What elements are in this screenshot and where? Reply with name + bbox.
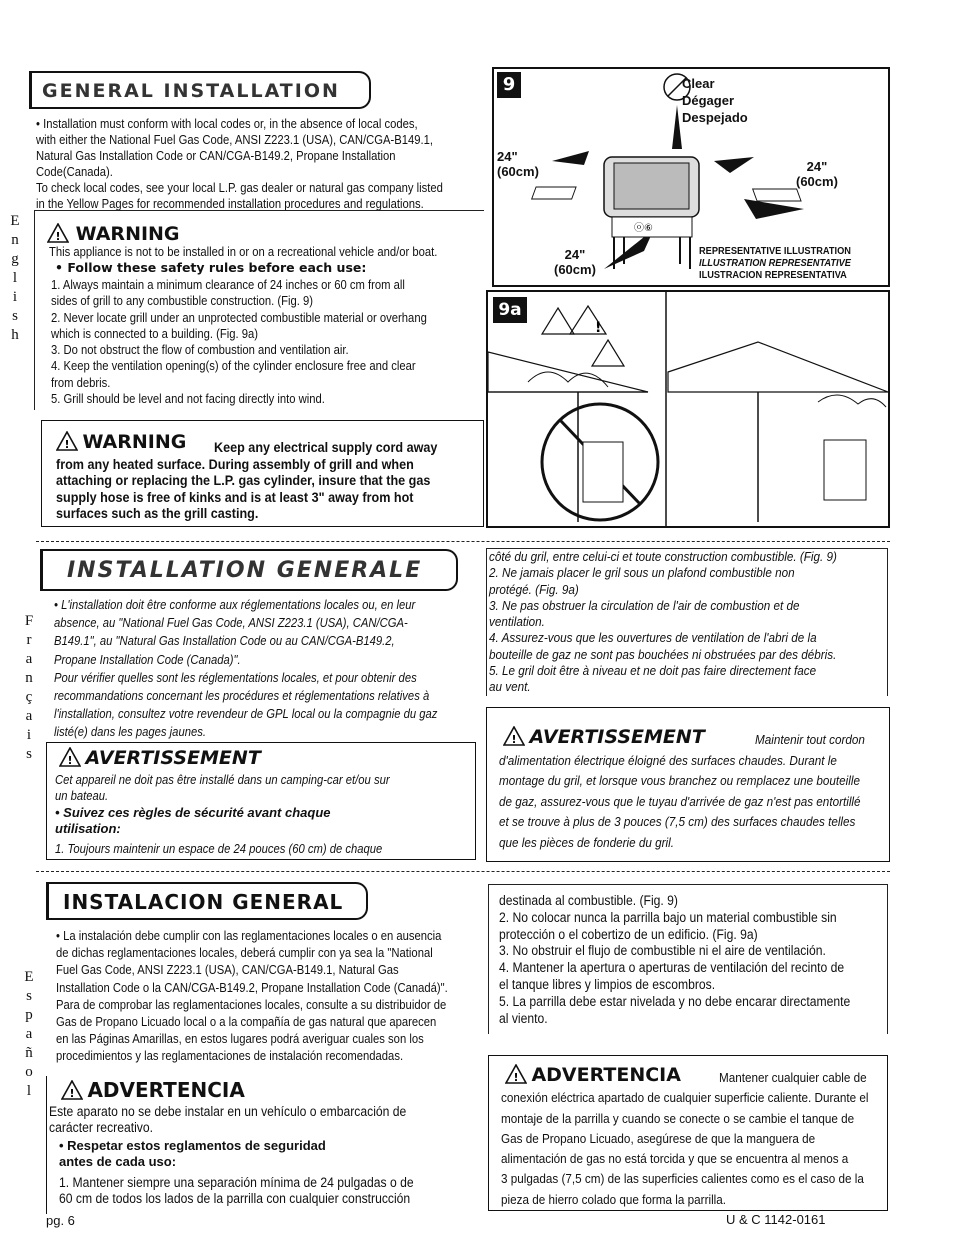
es-rule1-line: 1. Mantener siempre una separación mínima de 24 pulgadas o de (59, 1175, 414, 1190)
es-warning1-sub-line: • Respetar estos reglamentos de seguridad (59, 1138, 326, 1153)
fr-rule1: 1. Toujours maintenir un espace de 24 pouces (60 cm) de chaque (55, 842, 383, 856)
es-rule-line: protección o el cobertizo de un edificio. (Fig. 9a) (499, 926, 758, 942)
fr-intro-line: B149.1", au "Natural Gas Installation Code ou au CAN/CGA-B149.2, (54, 634, 395, 649)
overhang-illustration (488, 292, 888, 526)
fr-warning1-box (46, 742, 476, 860)
fr-rule-line: ventilation. (489, 614, 545, 630)
en-intro-line: Code(Canada). (36, 165, 113, 179)
en-warning2-line: attaching or replacing the L.P. gas cylinder, insure that the gas (56, 472, 431, 488)
side-label-letter: n (11, 232, 19, 248)
es-rule-line: destinada al combustible. (Fig. 9) (499, 893, 678, 908)
side-label-letter: ñ (25, 1045, 33, 1061)
fr-rule-line: 3. Ne pas obstruer la circulation de l'air de combustion et de (489, 597, 800, 613)
figure-9-dim-line: (60cm) (554, 262, 596, 277)
fr-heading: INSTALLATION GENERALE (67, 558, 423, 583)
en-heading: GENERAL INSTALLATION (42, 80, 340, 102)
side-label-letter: i (26, 727, 32, 743)
figure-9-dim-line: (60cm) (497, 164, 539, 179)
es-warning1-line: carácter recreativo. (49, 1120, 153, 1135)
es-intro-line: Installation Code o la CAN/CGA-B149.2, Propane Installation Code (Canadá)". (56, 980, 448, 995)
en-rule-line: 5. Grill should be level and not facing directly into wind. (51, 392, 325, 407)
fr-intro-line: recommandations concernant les procédures et réglementations relatives à (54, 689, 430, 704)
svg-text:!: ! (511, 733, 517, 746)
figure-9-clear-line: Despejado (682, 110, 748, 125)
en-rule-line: sides of grill to any combustible construction. (Fig. 9) (51, 294, 313, 309)
es-rule-line: 3. No obstruir el flujo de combustible ni el aire de ventilación. (499, 943, 826, 959)
side-label-letter: r (26, 632, 32, 648)
document-code: U & C 1142-0161 (726, 1212, 826, 1227)
es-warning1-line: Este aparato no se debe instalar en un vehículo o embarcación de (49, 1104, 407, 1119)
fr-warning1-line: Cet appareil ne doit pas être installé dans un camping-car et/ou sur (55, 773, 390, 787)
en-warning1-title-text: WARNING (75, 223, 180, 245)
es-warning1-title-text: ADVERTENCIA (87, 1078, 245, 1102)
es-warning2-line: 3 pulgadas (7,5 cm) de las superficies calientes como es el caso de la (501, 1171, 864, 1187)
svg-text:!: ! (595, 320, 602, 336)
en-heading-box (29, 71, 371, 109)
side-label-letter: F (24, 613, 34, 629)
warning-triangle-icon (61, 1080, 83, 1100)
fr-intro-line: l'installation, consultez votre revendeur de GPL local ou la compagnie du gaz (54, 707, 438, 722)
es-rule1-line: 60 cm de todos los lados de la parrilla con cualquier construcción (59, 1191, 411, 1206)
fr-warning2-box (486, 707, 890, 862)
es-rule-line: al viento. (499, 1010, 548, 1026)
es-warning2-line: conexión eléctrica apartado de cualquier superficie caliente. Durante el (501, 1090, 869, 1106)
warning-triangle-icon (47, 223, 69, 243)
fr-intro-line: • L'installation doit être conforme aux réglementations locales ou, en leur (54, 598, 416, 612)
fr-intro-line: absence, au "National Fuel Gas Code, ANSI Z223.1 (USA), CAN/CGA- (54, 616, 408, 631)
fr-rule-line: côté du gril, entre celui-ci et toute construction combustible. (Fig. 9) (489, 549, 837, 564)
figure-9-caption (699, 245, 872, 281)
fr-warning1-line: un bateau. (55, 789, 109, 803)
es-warning1-sub-line: antes de cada uso: (59, 1154, 177, 1169)
es-warning2-text (501, 1068, 909, 1210)
fr-warning1-sub (55, 805, 331, 837)
en-warning1-title (47, 223, 180, 245)
en-intro-line: with either the National Fuel Gas Code, ANSI Z223.1 (USA), CAN/CGA-B149.1, (36, 133, 434, 147)
en-warning2-box (41, 420, 484, 527)
es-intro-line: Gas de Propano Licuado local o a la compañía de gas natural que aparecen (56, 1015, 437, 1030)
es-rule-line: 4. Mantener la apertura o aperturas de ventilación del recinto de (499, 960, 845, 976)
figure-9-dim-line: 24" (806, 159, 828, 174)
es-warning1-sub (59, 1138, 326, 1170)
en-warning2-title-text: WARNING (82, 431, 187, 453)
side-label-letter: s (26, 746, 32, 762)
figure-9-clear-label (682, 75, 748, 126)
side-label-letter: ç (25, 689, 33, 705)
es-warning2-title-text: ADVERTENCIA (531, 1064, 681, 1086)
side-label-letter: E (24, 969, 34, 985)
en-warning1-line: This appliance is not to be installed in or on a recreational vehicle and/or boat. (49, 245, 438, 259)
en-intro-line: in the Yellow Pages for recommended installation procedures and regulations. (36, 197, 424, 211)
warning-triangle-icon (59, 747, 81, 767)
figure-9-dim-line: 24" (564, 247, 586, 262)
figure-9a (486, 290, 890, 528)
es-warning2-box (488, 1055, 888, 1211)
fr-rule-line: 4. Assurez-vous que les ouvertures de ventilation de l'abri de la (489, 630, 817, 646)
side-label-letter: s (12, 308, 18, 324)
svg-text:!: ! (55, 230, 61, 243)
es-rule1 (59, 1175, 453, 1207)
figure-9-caption-line: REPRESENTATIVE ILLUSTRATION (699, 245, 851, 257)
figure-9-label: 9 (497, 72, 521, 98)
en-warning2-line: Keep any electrical supply cord away (214, 439, 438, 455)
es-warning2-line: pieza de hierro colado que forma la parrilla. (501, 1191, 727, 1207)
side-label-letter: a (25, 1026, 33, 1042)
side-label-letter: a (25, 708, 33, 724)
svg-text:ⓞ⑥: ⓞ⑥ (634, 223, 653, 234)
side-label-letter: E (10, 213, 20, 229)
es-warning1-text (49, 1104, 446, 1136)
side-label-letter: l (12, 270, 18, 286)
figure-9-caption-line: ILLUSTRATION REPRESENTATIVE (699, 257, 851, 269)
en-rule-line: from debris. (51, 375, 111, 390)
en-rule-line: 1. Always maintain a minimum clearance of 24 inches or 60 cm from all (51, 278, 405, 292)
fr-rule-line: bouteille de gaz ne sont pas bouchées ni obstruées par des débris. (489, 646, 837, 662)
figure-9-clear-line: Clear (682, 76, 715, 91)
fr-warning2-line: d'alimentation électrique éloigné des surfaces chaudes. Durant le (499, 752, 837, 768)
es-intro-line: Para de comprobar las reglamentaciones locales, consulte a su distribuidor de (56, 997, 447, 1012)
fr-intro-line: listé(e) dans les pages jaunes. (54, 725, 206, 740)
fr-rules-continued (486, 548, 888, 696)
figure-9-dim-right (796, 159, 838, 189)
figure-9 (492, 67, 890, 287)
en-intro-line: To check local codes, see your local L.P. gas dealer or natural gas company listed (36, 181, 443, 195)
en-warning2-line: surfaces such as the grill casting. (56, 505, 259, 521)
fr-warning2-title-text: AVERTISSEMENT (529, 726, 705, 748)
figure-9-clear-line: Dégager (682, 93, 735, 108)
fr-warning1-title-text: AVERTISSEMENT (85, 747, 261, 769)
fr-intro (54, 596, 480, 742)
es-rule-line: 2. No colocar nunca la parrilla bajo un material combustible sin (499, 909, 837, 925)
es-rule-line: el tanque libres y limpios de escombros. (499, 976, 716, 992)
es-intro (56, 928, 491, 1066)
svg-text:!: ! (64, 438, 70, 451)
divider (36, 871, 890, 872)
fr-warning1-title (59, 747, 261, 769)
side-label-letter: a (25, 651, 33, 667)
figure-9-dim-left (497, 149, 539, 179)
en-warning1-box (34, 210, 484, 410)
es-warning2-line: montaje de la parrilla y cuando se conecte o se cambie el tanque de (501, 1110, 855, 1126)
fr-warning2-line: de gaz, assurez-vous que le tuyau d'arrivée de gaz n'est pas entortillé (499, 793, 861, 809)
fr-rule-line: au vent. (489, 679, 531, 695)
es-intro-line: procedimientos y las reglamentaciones de instalación recomendadas. (56, 1049, 404, 1064)
en-intro (36, 116, 488, 212)
side-label-letter: n (25, 670, 33, 686)
fr-warning2-line: montage du gril, et lorsque vous branchez ou remplacez une bouteille (499, 773, 860, 788)
es-intro-line: en las Páginas Amarillas, en estos lugares podrá averiguar cuales son los (56, 1032, 424, 1047)
en-rule-line: 3. Do not obstruct the flow of combustion and ventilation air. (51, 343, 349, 358)
en-warning1-sub: • Follow these safety rules before each use: (55, 260, 367, 275)
es-heading-box (46, 882, 368, 920)
side-label-letter: h (11, 327, 19, 343)
es-intro-line: • La instalación debe cumplir con las reglamentaciones locales o en ausencia (56, 929, 442, 943)
fr-rule-line: 5. Le gril doit être à niveau et ne doit pas faire directement face (489, 663, 817, 679)
fr-heading-box (40, 549, 458, 591)
fr-rule-line: protégé. (Fig. 9a) (489, 581, 579, 597)
en-rule-line: 2. Never locate grill under an unprotected combustible material or overhang (51, 310, 427, 325)
en-warning1-text (49, 244, 481, 260)
fr-warning2-text (499, 730, 901, 853)
en-warning2-text (56, 439, 472, 522)
es-warning1-box (46, 1076, 476, 1214)
figure-9-dim-line: 24" (497, 149, 518, 164)
es-rules-continued (488, 884, 888, 1034)
es-rule-line: 5. La parrilla debe estar nivelada y no debe encarar directamente (499, 993, 851, 1009)
en-rules (51, 277, 469, 407)
es-heading: INSTALACION GENERAL (63, 890, 344, 914)
fr-intro-line: Pour vérifier quelles sont les réglementations locales, et pour obtenir des (54, 670, 417, 685)
en-rule-line: 4. Keep the ventilation opening(s) of the cylinder enclosure free and clear (51, 359, 416, 374)
es-intro-line: de dichas reglamentaciones locales, deberá cumplir con ya sea la "National (56, 946, 433, 961)
en-intro-line: Natural Gas Installation Code or CAN/CGA-B149.2, Propane Installation (36, 149, 396, 163)
fr-warning2-line: Maintenir tout cordon (755, 732, 865, 747)
side-label-letter: i (12, 289, 18, 305)
fr-rule-line: 2. Ne jamais placer le gril sous un plafond combustible non (489, 565, 795, 581)
en-warning2-line: from any heated surface. During assembly of grill and when (56, 455, 414, 472)
en-warning2-line: supply hose is free of kinks and is at least 3" away from hot (56, 488, 414, 505)
figure-9-dim-line: (60cm) (796, 174, 838, 189)
side-label-english (8, 212, 22, 345)
page-number: pg. 6 (46, 1213, 75, 1228)
figure-9-dim-bottom (554, 247, 596, 277)
fr-warning1-sub-line: • Suivez ces règles de sécurité avant chaque (55, 805, 331, 820)
side-label-french (22, 612, 36, 764)
figure-9a-label: 9a (493, 297, 527, 323)
fr-warning1-text (55, 772, 427, 804)
en-rule-line: which is connected to a building. (Fig. 9a) (51, 326, 258, 341)
side-label-letter: o (25, 1064, 33, 1080)
fr-intro-line: Propane Installation Code (Canada)". (54, 652, 241, 667)
es-warning2-line: Mantener cualquier cable de (719, 1070, 867, 1085)
en-intro-line: • Installation must conform with local codes or, in the absence of local codes, (36, 117, 418, 131)
svg-text:!: ! (67, 754, 73, 767)
figure-9-caption-line: ILUSTRACION REPRESENTATIVA (699, 269, 847, 281)
side-label-spanish (22, 968, 36, 1101)
side-label-letter: g (11, 251, 19, 267)
side-label-letter: p (25, 1007, 33, 1023)
side-label-letter: l (26, 1083, 32, 1099)
es-warning2-line: alimentación de gas no está torcida y que se encuentra al menos a (501, 1151, 849, 1167)
fr-warning1-sub-line: utilisation: (55, 821, 121, 836)
svg-text:!: ! (69, 1087, 75, 1100)
side-label-letter: s (26, 988, 32, 1004)
divider (36, 541, 890, 542)
es-warning2-line: Gas de Propano Licuado, asegúrese de que la manguera de (501, 1130, 816, 1146)
fr-warning2-line: et se trouve à plus de 3 pouces (7,5 cm) des surfaces chaudes telles (499, 814, 856, 829)
es-warning1-title (61, 1078, 245, 1102)
fr-warning2-line: que les pièces de fonderie du gril. (499, 834, 674, 850)
svg-text:!: ! (513, 1071, 519, 1084)
es-intro-line: Fuel Gas Code, ANSI Z223.1 (USA), CAN/CGA-B149.1, Natural Gas (56, 963, 399, 978)
